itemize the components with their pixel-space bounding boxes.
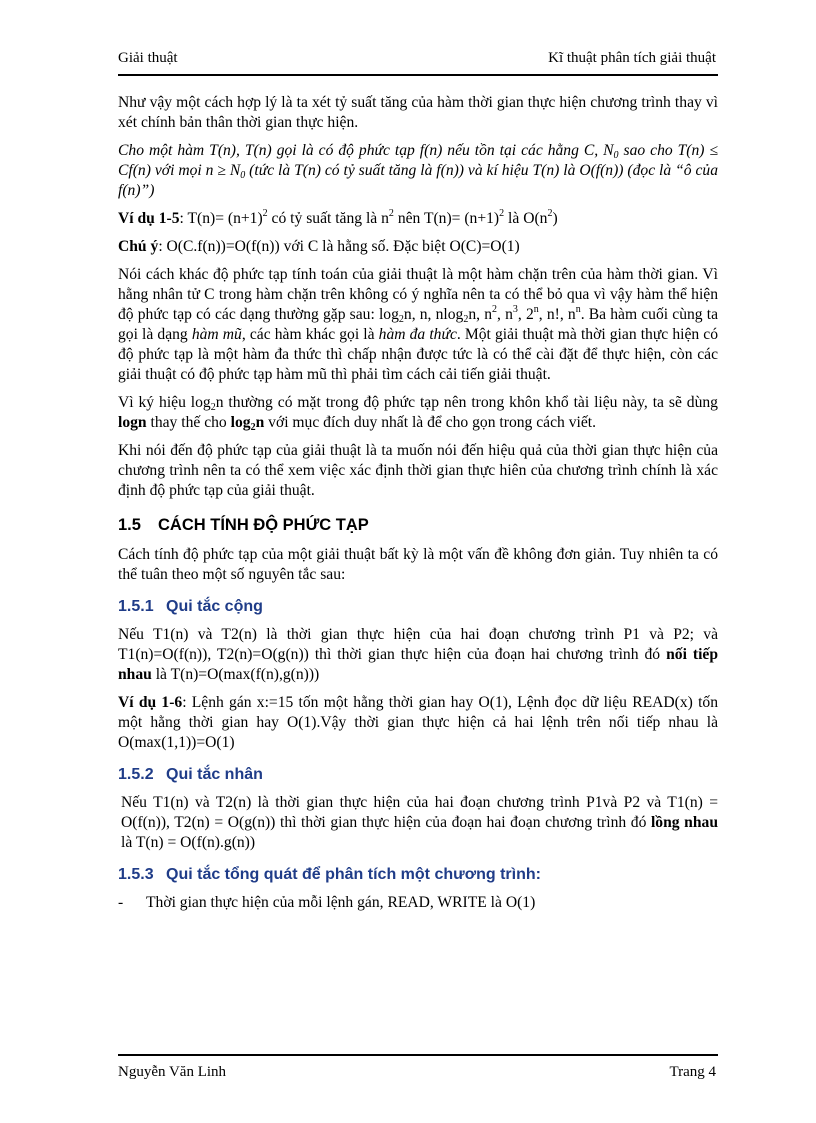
- example-text: là O(n: [504, 210, 548, 227]
- page-header: [118, 48, 718, 76]
- bold-term: logn: [118, 414, 147, 431]
- subscript: 2: [398, 314, 404, 325]
- italic-term: hàm đa thức: [378, 326, 457, 343]
- text: , n!, n: [538, 306, 576, 323]
- text: n: [255, 414, 265, 431]
- definition-text: sao cho T(n) ≤ Cf(n) với mọi n ≥ N: [118, 142, 719, 179]
- bold-term: nối tiếp nhau: [118, 646, 718, 683]
- example-text: có tỷ suất tăng là n: [267, 210, 389, 227]
- section-number: 1.5.3: [118, 866, 154, 883]
- text: là T(n) = O(f(n).g(n)): [121, 834, 256, 851]
- page-footer: [118, 1054, 718, 1080]
- subscript: 2: [463, 314, 469, 325]
- note: [118, 237, 718, 257]
- text: là T(n)=O(max(f(n),g(n))): [151, 666, 320, 683]
- header-left: Giải thuật: [118, 50, 178, 66]
- text: Nếu T1(n) và T2(n) là thời gian thực hiện của hai đoạn chương trình P1và P2 và T1(n) = O(f(n)), T2(n) = O(g(n)) thì thời gian thực hiện của đoạn hai đoạn chương trình đó: [121, 794, 718, 831]
- example-text: ): [552, 210, 558, 227]
- section-number: 1.5: [118, 516, 141, 534]
- section-heading-1-5-1: [118, 597, 718, 617]
- text: n, n, nlog: [403, 306, 464, 323]
- paragraph-intro: Như vậy một cách hợp lý là ta xét tỷ suất tăng của hàm thời gian thực hiện chương trình thay vì xét chính bản thân thời gian thực hiện.: [118, 94, 718, 131]
- definition-text: (tức là T(n) có tỷ suất tăng là f(n)) và kí hiệu T(n) là O(f(n)) (đọc là “ô của f(n)”): [118, 162, 718, 199]
- superscript: 2: [499, 208, 505, 219]
- bold-term: [231, 414, 265, 431]
- superscript: 2: [547, 208, 553, 219]
- example-1-6: [118, 693, 718, 753]
- superscript: n: [533, 304, 539, 315]
- header-right: Kĩ thuật phân tích giải thuật: [548, 50, 716, 66]
- page-content: [118, 93, 718, 913]
- superscript: 3: [512, 304, 518, 315]
- footer-page-number: Trang 4: [669, 1064, 716, 1080]
- section-number: 1.5.2: [118, 766, 154, 783]
- paragraph-rules-intro: Cách tính độ phức tạp của một giải thuật bất kỳ là một vấn đề không đơn giản. Tuy nhiên ta có thể tuân theo một số nguyên tắc sau:: [118, 546, 718, 583]
- example-text: : T(n)= (n+1): [179, 210, 263, 227]
- note-text: : O(C.f(n))=O(f(n)) với C là hằng số. Đặc biệt O(C)=O(1): [158, 238, 520, 255]
- italic-term: hàm mũ: [191, 326, 242, 343]
- example-1-5: [118, 209, 718, 229]
- bold-term: lồng nhau: [650, 814, 718, 831]
- section-title: Qui tắc nhân: [166, 766, 263, 783]
- paragraph-product-rule: [118, 793, 718, 853]
- subscript: 0: [240, 170, 246, 181]
- text: , 2: [517, 306, 534, 323]
- section-title: Qui tắc tổng quát để phân tích một chương trình:: [166, 866, 541, 883]
- text: n thường có mặt trong độ phức tạp nên trong khôn khổ tài liệu này, ta sẽ dùng: [215, 394, 718, 411]
- paragraph-complexity: [118, 265, 718, 385]
- subscript: 2: [210, 402, 216, 413]
- example-text: : Lệnh gán x:=15 tốn một hằng thời gian hay O(1), Lệnh đọc dữ liệu READ(x) tốn một hằng thời gian hay O(1).Vậy thời gian thực hiện cả hai lệnh trên nối tiếp nhau là O(max(1,1))=O(1): [118, 694, 718, 751]
- text: n, n: [468, 306, 493, 323]
- subscript: 2: [250, 422, 256, 433]
- text: Nói cách khác độ phức tạp tính toán của giải thuật là một hàm chặn trên của hàm thời gian. Vì hằng nhân tử C trong hàm chặn trên không có ý nghĩa nên ta có thể bỏ qua vì vậy hàm thể hiện độ phức tạp có các dạng thường gặp sau: log: [118, 266, 718, 323]
- text: . Một giải thuật mà thời gian thực hiện có độ phức tạp là một hàm đa thức thì chấp nhận được tức là có thể cài đặt để thực hiện, còn các giải thuật có độ phức tạp hàm mũ thì phải tìm cách cải tiến giải thuật.: [118, 326, 719, 383]
- section-heading-1-5: [118, 515, 718, 535]
- superscript: 2: [262, 208, 268, 219]
- list-item: [118, 893, 718, 913]
- example-text: nên T(n)= (n+1): [393, 210, 500, 227]
- section-title: CÁCH TÍNH ĐỘ PHỨC TẠP: [158, 516, 369, 534]
- superscript: 2: [492, 304, 498, 315]
- text: . Ba hàm cuối cùng ta gọi là dạng: [118, 306, 719, 343]
- text: thay thế cho: [146, 414, 231, 431]
- example-label: Ví dụ 1-5: [118, 210, 180, 227]
- footer-author: Nguyễn Văn Linh: [118, 1064, 227, 1080]
- example-label: Ví dụ 1-6: [118, 694, 183, 711]
- text: log: [230, 414, 251, 431]
- paragraph-logn: [118, 393, 718, 433]
- section-heading-1-5-2: [118, 765, 718, 785]
- list-item-text: Thời gian thực hiện của mỗi lệnh gán, READ, WRITE là O(1): [146, 894, 536, 911]
- paragraph-efficiency: Khi nói đến độ phức tạp của giải thuật là ta muốn nói đến hiệu quả của thời gian thực hiện của chương trình nên ta có thể xem việc xác định thời gian thực hiên của chương trình chính là xác định độ phức tạp của giải thuật.: [118, 442, 718, 499]
- list-bullet: -: [118, 894, 124, 911]
- definition: [118, 141, 718, 201]
- text: , các hàm khác gọi là: [241, 326, 379, 343]
- text: với mục đích duy nhất là để cho gọn trong cách viết.: [264, 414, 596, 431]
- superscript: n: [575, 304, 581, 315]
- text: Vì ký hiệu log: [118, 394, 211, 411]
- note-label: Chú ý: [118, 238, 159, 255]
- text: , n: [497, 306, 513, 323]
- superscript: 2: [388, 208, 394, 219]
- section-number: 1.5.1: [118, 598, 154, 615]
- text: Nếu T1(n) và T2(n) là thời gian thực hiện của hai đoạn chương trình P1 và P2; và T1(n)=O(f(n)), T2(n)=O(g(n)) thì thời gian thực hiện của đoạn hai chương trình đó: [118, 626, 718, 663]
- section-heading-1-5-3: [118, 865, 718, 885]
- definition-text: Cho một hàm T(n), T(n) gọi là có độ phức tạp f(n) nếu tồn tại các hằng C, N: [118, 142, 614, 159]
- section-title: Qui tắc cộng: [166, 598, 263, 615]
- subscript: 0: [613, 150, 619, 161]
- paragraph-sum-rule: [118, 625, 718, 685]
